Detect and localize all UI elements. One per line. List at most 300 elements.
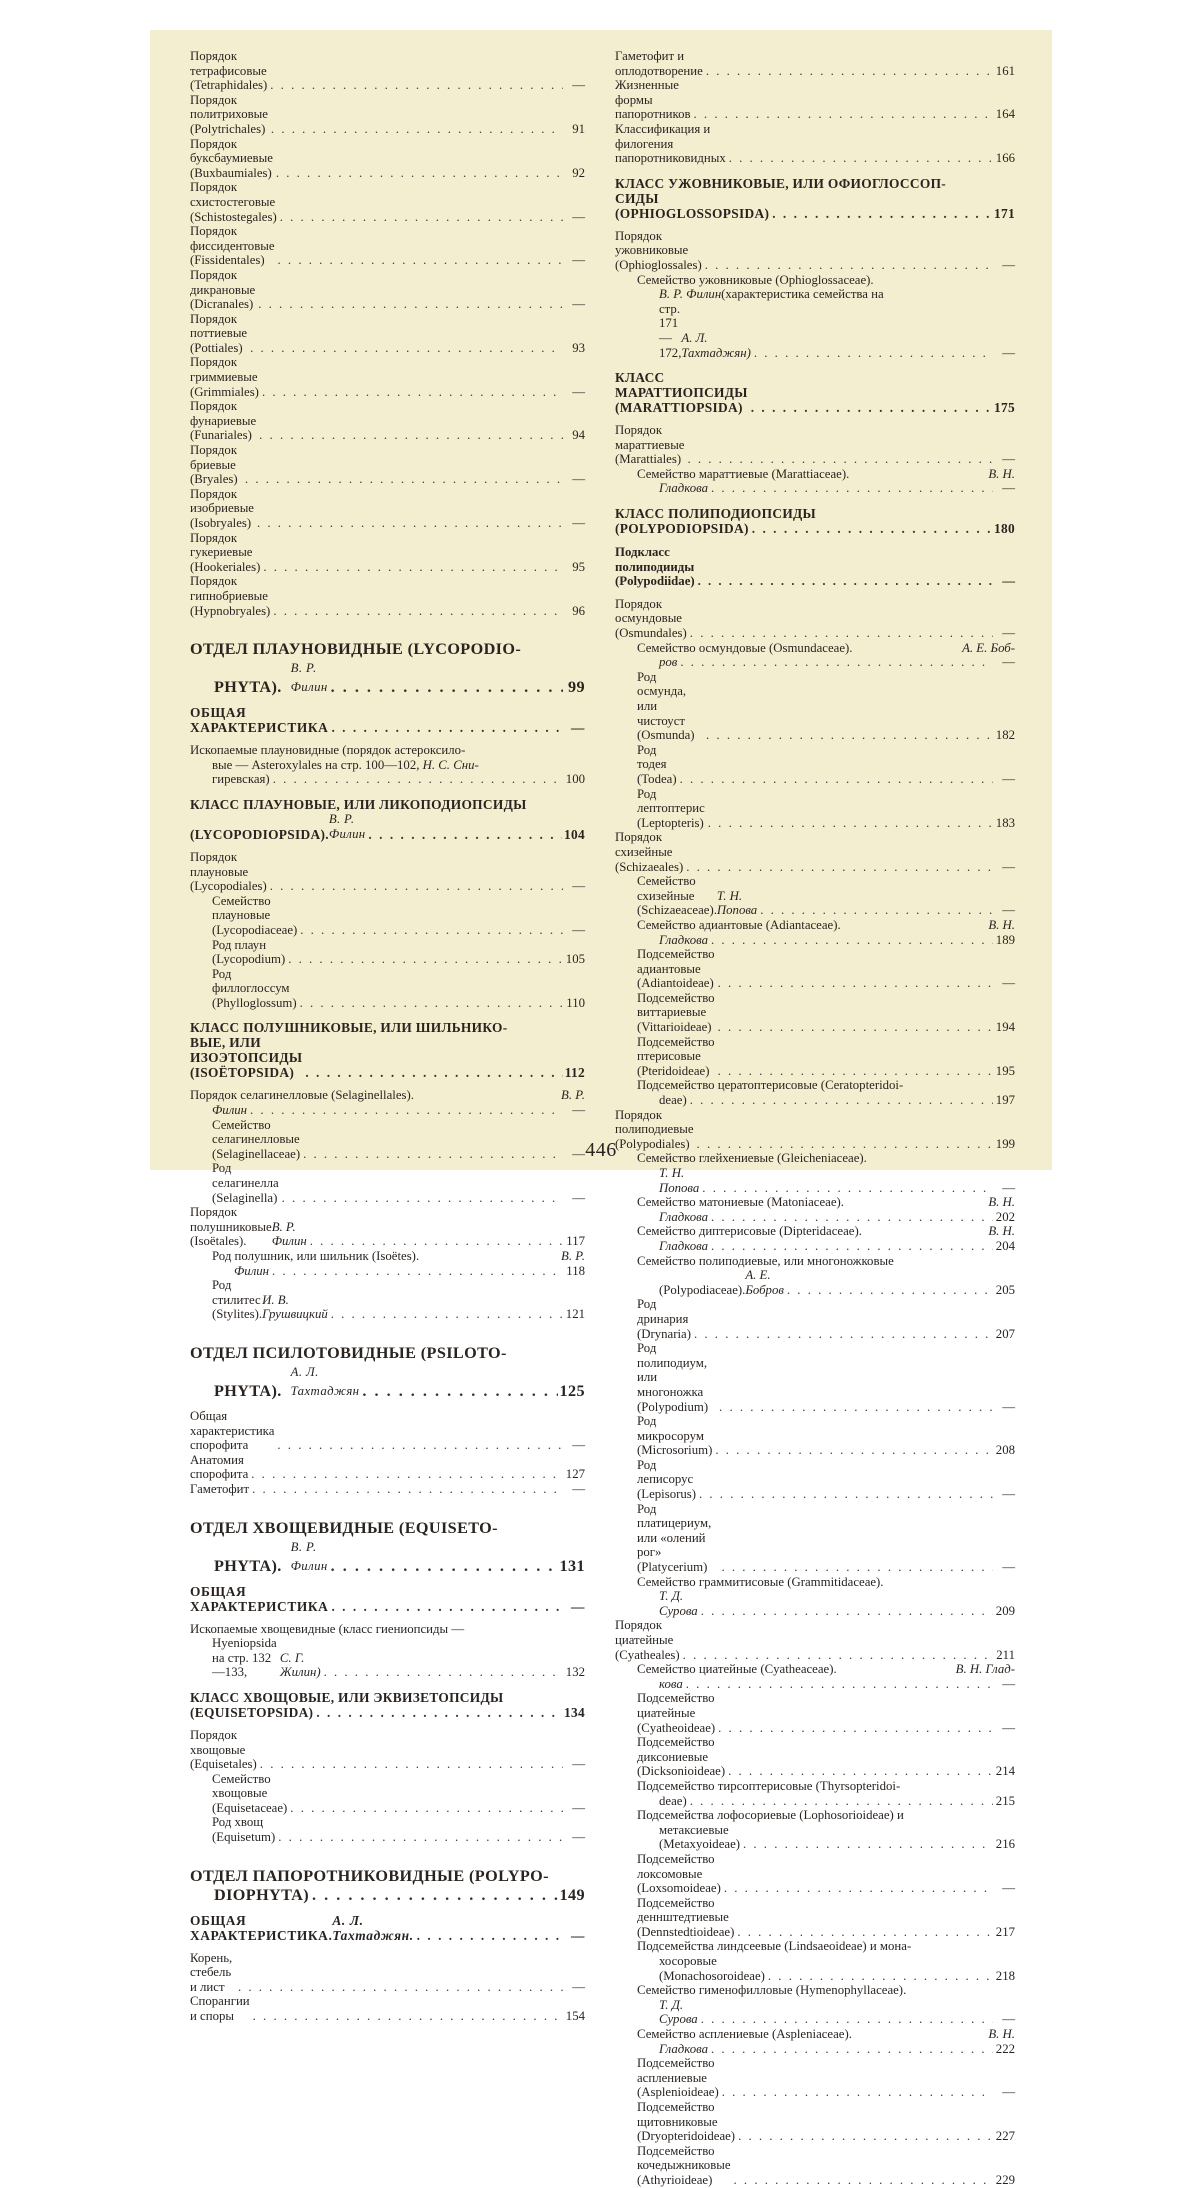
toc-title: Подсемейство виттариевые (Vittarioideae) <box>637 990 715 1035</box>
toc-title: Род дринария (Drynaria) <box>637 1297 691 1341</box>
toc-page: — <box>571 1598 585 1614</box>
toc-line <box>637 1823 1015 1852</box>
toc-author: Гладкова <box>659 1209 708 1224</box>
toc-line <box>190 355 585 399</box>
toc-entry <box>190 1409 585 1453</box>
toc-line <box>615 49 1015 78</box>
toc-author: Гладкова <box>659 932 708 947</box>
toc-entry <box>190 137 585 181</box>
toc-title: Подсемейство локсомовые (Loxsomoideae) <box>637 1851 721 1896</box>
toc-line <box>190 1886 585 1905</box>
toc-page: — <box>1002 452 1015 467</box>
toc-line <box>190 705 585 735</box>
toc-entry <box>615 1502 1015 1575</box>
toc-leader <box>302 1065 562 1080</box>
toc-entry <box>190 355 585 399</box>
toc-page: 194 <box>995 1020 1015 1035</box>
toc-page: — <box>1002 257 1015 272</box>
toc-line <box>190 1584 585 1614</box>
toc-author: В. Н. <box>988 466 1015 481</box>
toc-line <box>637 991 1015 1035</box>
toc-author: А. Л. Тахтаджян. <box>332 1912 414 1943</box>
toc-leader <box>715 1020 993 1035</box>
toc-page: — <box>1002 1881 1015 1896</box>
toc-page: 134 <box>564 1704 585 1720</box>
toc-leader <box>309 1886 557 1905</box>
toc-title: Корень, стебель и лист <box>190 1950 233 1994</box>
toc-line <box>637 918 1015 933</box>
toc-entry <box>615 641 1015 670</box>
toc-title: КЛАСС ХВОЩОВЫЕ, ИЛИ ЭКВИЗЕТОПСИДЫ <box>190 1689 504 1705</box>
toc-line <box>615 521 1015 536</box>
toc-entry <box>615 1939 1015 1983</box>
toc-title: Порядок изобриевые (Isobryales) <box>190 486 254 530</box>
toc-leader <box>757 903 993 918</box>
toc-entry <box>190 1205 585 1249</box>
toc-line <box>190 312 585 356</box>
toc-line <box>615 506 1015 521</box>
toc-title: Порядок политриховые (Polytrichales) <box>190 92 268 136</box>
toc-line <box>637 2144 1015 2188</box>
toc-leader <box>718 1560 993 1575</box>
toc-leader <box>274 1438 563 1453</box>
toc-line <box>637 481 1015 496</box>
toc-page: 110 <box>566 995 585 1010</box>
toc-page: — <box>572 297 585 312</box>
toc-line <box>637 302 1015 360</box>
toc-page: 182 <box>995 728 1015 743</box>
toc-line <box>190 93 585 137</box>
toc-leader <box>725 1764 993 1779</box>
toc-page: 149 <box>559 1885 585 1904</box>
toc-title: Гаметофит <box>190 1481 250 1496</box>
toc-author: Филин <box>234 1263 270 1278</box>
toc-leader <box>677 655 993 670</box>
toc-page: — <box>1002 481 1015 496</box>
toc-entry <box>190 312 585 356</box>
toc-page: 183 <box>995 815 1015 830</box>
toc-title: КЛАСС ПЛАУНОВЫЕ, ИЛИ ЛИКОПОДИОПСИДЫ <box>190 796 527 812</box>
toc-leader <box>698 2012 993 2027</box>
toc-leader <box>716 1400 993 1415</box>
toc-leader <box>784 1283 993 1298</box>
toc-page: — <box>1002 1180 1015 1195</box>
toc-page: 227 <box>995 2129 1015 2144</box>
toc-leader <box>719 2085 993 2100</box>
toc-author: кова <box>659 1676 683 1691</box>
toc-entry <box>615 1035 1015 1079</box>
toc-line <box>190 1344 585 1363</box>
toc-line <box>637 1589 1015 1618</box>
toc-line <box>190 180 585 224</box>
toc-line <box>637 1998 1015 2027</box>
toc-title: Род лептоптерис (Leptopteris) <box>637 786 705 830</box>
toc-author: Гладкова <box>659 2041 708 2056</box>
toc-leader <box>680 1648 993 1663</box>
toc-leader <box>702 258 993 273</box>
toc-author: Т. Н. Попова <box>659 1166 700 1195</box>
toc-entry <box>190 443 585 487</box>
toc-title: Подсемейство диксониевые (Dicksonioideae) <box>637 1735 726 1779</box>
toc-page: — <box>1002 626 1015 641</box>
toc-title-cont: (LYCOPODIOPSIDA). <box>190 826 329 842</box>
toc-line <box>212 1264 585 1279</box>
toc-leader <box>740 1837 993 1852</box>
toc-page: 117 <box>566 1234 585 1249</box>
toc-page: 222 <box>995 2041 1015 2056</box>
toc-line <box>637 1297 1015 1341</box>
toc-line <box>637 655 1015 670</box>
toc-line <box>190 268 585 312</box>
toc-entry <box>615 1575 1015 1619</box>
toc-leader <box>731 2173 993 2188</box>
toc-line <box>190 758 585 773</box>
toc-title-cont: PHYTA). <box>214 678 282 697</box>
toc-line <box>637 1691 1015 1735</box>
toc-line <box>637 467 1015 482</box>
toc-title: Подсемейство птерисовые (Pteridoideae) <box>637 1034 715 1078</box>
toc-page: 105 <box>565 952 585 967</box>
toc-title: Род хвощ (Equisetum) <box>212 1815 276 1845</box>
toc-entry <box>615 229 1015 273</box>
toc-title: Род тодея (Todea) <box>637 742 677 786</box>
toc-title: КЛАСС МАРАТТИОПСИДЫ (MARATTIOPSIDA) <box>615 370 748 416</box>
toc-entry <box>190 1994 585 2023</box>
toc-leader <box>250 2009 563 2024</box>
toc-line <box>637 1662 1015 1677</box>
toc-title: Семейство схизейные (Schizaeaceae). <box>637 874 717 918</box>
toc-page: — <box>572 1190 585 1205</box>
toc-title: Ископаемые плауновидные (порядок астероксило- <box>190 743 466 758</box>
toc-author: В. Р. Филин <box>290 1539 328 1573</box>
toc-line <box>637 1239 1015 1254</box>
toc-line <box>637 1808 1015 1823</box>
toc-entry <box>190 574 585 618</box>
toc-entry <box>615 947 1015 991</box>
toc-title: Семейство глейхениевые (Gleicheniaceae). <box>637 1151 867 1166</box>
toc-page: — <box>1002 1487 1015 1502</box>
toc-line <box>190 1951 585 1995</box>
toc-line <box>637 1195 1015 1210</box>
toc-line <box>190 1482 585 1497</box>
toc-entry <box>190 49 585 93</box>
toc-author: С. Г. Жилин) <box>279 1650 321 1680</box>
toc-title: Семейство хвощовые (Equisetaceae) <box>212 1771 288 1815</box>
toc-leader <box>687 626 993 641</box>
toc-page: — <box>572 472 585 487</box>
toc-title-cont: метаксиевые (Metaxyoideae) <box>659 1822 741 1852</box>
toc-entry <box>615 122 1015 166</box>
toc-page: — <box>1002 574 1015 589</box>
toc-entry <box>615 1779 1015 1808</box>
toc-title: Семейство циатейные (Cyatheaceae). <box>637 1662 837 1677</box>
toc-line <box>637 1852 1015 1896</box>
toc-entry <box>615 1662 1015 1691</box>
toc-leader <box>268 122 563 137</box>
toc-title-cont: PHYTA). <box>214 1556 282 1575</box>
toc-entry <box>615 918 1015 947</box>
toc-leader <box>269 1264 563 1279</box>
toc-line <box>212 1815 585 1844</box>
toc-leader <box>765 1969 993 1984</box>
toc-title: Порядок полушниковые (Isoëtales). <box>190 1205 272 1249</box>
toc-title: Порядок гриммиевые (Grimmiales) <box>190 355 259 399</box>
toc-page: — <box>572 1830 585 1845</box>
toc-page: 205 <box>995 1282 1015 1297</box>
toc-page: 95 <box>572 559 585 574</box>
toc-page: 91 <box>572 121 585 136</box>
toc-leader <box>275 1830 563 1845</box>
toc-line <box>190 443 585 487</box>
toc-line <box>615 78 1015 122</box>
toc-title: Подсемейства линдсеевые (Lindsaeoideae) и мона- <box>637 1939 912 1954</box>
toc-title: Подсемейство асплениевые (Asplenioideae) <box>637 2056 719 2100</box>
toc-page: — <box>572 1979 585 1994</box>
toc-line <box>190 1705 585 1720</box>
toc-title: ОТДЕЛ ПАПОРОТНИКОВИДНЫЕ (POLYPO- <box>190 1866 549 1885</box>
toc-line <box>190 640 585 659</box>
toc-line <box>637 1254 1015 1269</box>
toc-entry <box>615 1297 1015 1341</box>
toc-entry <box>190 487 585 531</box>
toc-author: В. Р. <box>561 1088 585 1103</box>
toc-author: А. Е. Боб- <box>962 640 1015 655</box>
toc-page: 189 <box>995 932 1015 947</box>
toc-line <box>190 1636 585 1680</box>
toc-entry <box>615 1341 1015 1414</box>
toc-leader <box>705 816 993 831</box>
toc-page: 217 <box>995 1924 1015 1939</box>
toc-title: Подсемейство тирсоптерисовые (Thyrsopteridoi- <box>637 1778 901 1793</box>
toc-title: Род селагинелла (Selaginella) <box>212 1161 279 1205</box>
toc-entry <box>190 894 585 938</box>
toc-leader <box>708 1210 993 1225</box>
toc-title: КЛАСС ПОЛИПОДИОПСИДЫ <box>615 506 817 522</box>
toc-entry <box>615 597 1015 641</box>
toc-otdel <box>190 1344 585 1401</box>
toc-title: Порядок осмундовые (Osmundales) <box>615 596 687 641</box>
toc-line <box>637 1575 1015 1590</box>
toc-line <box>190 1205 585 1249</box>
toc-line <box>615 545 1015 589</box>
toc-leader <box>715 1721 993 1736</box>
toc-page: — <box>572 1800 585 1815</box>
toc-line <box>190 797 585 812</box>
toc-entry <box>190 1088 585 1117</box>
toc-page: — <box>1002 859 1015 874</box>
toc-entry <box>190 224 585 268</box>
toc-line <box>190 1622 585 1637</box>
toc-leader <box>297 923 563 938</box>
toc-line <box>637 1166 1015 1195</box>
toc-line <box>190 1913 585 1943</box>
toc-leader <box>277 210 563 225</box>
toc-page: 94 <box>572 428 585 443</box>
toc-page: 216 <box>995 1837 1015 1852</box>
toc-klass <box>190 797 585 842</box>
toc-obsh <box>190 1913 585 1943</box>
toc-line <box>190 1994 585 2023</box>
toc-leader <box>677 772 993 787</box>
toc-line <box>637 1210 1015 1225</box>
toc-author: В. Р. Филин <box>290 661 328 695</box>
toc-author: В. Н. <box>988 917 1015 932</box>
toc-line <box>190 659 585 697</box>
toc-entry <box>615 1896 1015 1940</box>
toc-line <box>190 1728 585 1772</box>
toc-page: — <box>1002 1676 1015 1691</box>
toc-page: 93 <box>572 340 585 355</box>
toc-title: Подсемейства лофосориевые (Lophosorioideae) и <box>637 1808 904 1823</box>
toc-leader <box>359 1382 557 1401</box>
toc-page: 154 <box>565 2009 585 2024</box>
toc-title: Классификация и филогения папоротниковидных <box>615 121 726 166</box>
toc-line <box>637 641 1015 656</box>
toc-line <box>190 224 585 268</box>
toc-author: В. Р. Филин <box>328 811 366 841</box>
toc-line <box>637 273 1015 288</box>
toc-page: 207 <box>995 1326 1015 1341</box>
toc-page: 202 <box>995 1209 1015 1224</box>
toc-title: КЛАСС ПОЛУШНИКОВЫЕ, ИЛИ ШИЛЬНИКО- <box>190 1020 508 1036</box>
toc-page: — <box>572 253 585 268</box>
toc-title: ОБЩАЯ ХАРАКТЕРИСТИКА. <box>190 1912 333 1943</box>
toc-line <box>190 1519 585 1538</box>
toc-klass <box>190 1020 585 1080</box>
toc-page: — <box>572 1103 585 1118</box>
toc-entry <box>190 1482 585 1497</box>
toc-title: Подсемейство щитовниковые (Dryopteridoideae) <box>637 2100 736 2144</box>
toc-title: Порядок схизейные (Schizaeales) <box>615 830 684 874</box>
toc-title: Род полиподиум, или многоножка (Polypodium) <box>637 1341 709 1414</box>
toc-line <box>212 938 585 967</box>
toc-page: 132 <box>565 1665 585 1680</box>
toc-leader <box>712 1443 993 1458</box>
toc-page: 195 <box>995 1063 1015 1078</box>
toc-author: А. Л. Тахтаджян) <box>681 330 751 360</box>
toc-leader <box>321 1665 563 1680</box>
toc-klass <box>615 370 1015 415</box>
toc-page: — <box>572 1757 585 1772</box>
toc-entry <box>615 670 1015 743</box>
toc-line <box>637 1896 1015 1940</box>
toc-leader <box>691 107 993 122</box>
toc-page: 92 <box>572 165 585 180</box>
toc-line <box>637 1735 1015 1779</box>
toc-line <box>637 1268 1015 1297</box>
toc-leader <box>249 1482 563 1497</box>
toc-entry <box>615 273 1015 361</box>
toc-page: 100 <box>565 772 585 787</box>
toc-line <box>212 1278 585 1322</box>
toc-line <box>190 531 585 575</box>
toc-title: Порядок циатейные (Cyatheales) <box>615 1618 680 1662</box>
toc-line <box>615 597 1015 641</box>
toc-line <box>637 2042 1015 2057</box>
toc-line <box>637 743 1015 787</box>
toc-line <box>637 1093 1015 1108</box>
toc-entry <box>190 1815 585 1844</box>
toc-title: Порядок дикрановые (Dicranales) <box>190 267 256 312</box>
toc-leader <box>708 481 993 496</box>
toc-leader <box>255 297 563 312</box>
toc-title-cont: гиревская) <box>212 772 270 787</box>
toc-page: 161 <box>995 63 1015 78</box>
toc-leader <box>247 341 563 356</box>
toc-entry <box>615 78 1015 122</box>
toc-page: 104 <box>564 826 585 842</box>
toc-leader <box>365 827 562 842</box>
toc-leader <box>687 1093 993 1108</box>
toc-line <box>190 399 585 443</box>
toc-line <box>637 1458 1015 1502</box>
toc-klass <box>190 1690 585 1720</box>
toc-entry <box>615 423 1015 467</box>
toc-page: — <box>1002 345 1015 360</box>
toc-title: Род стилитес (Stylites). <box>212 1278 263 1322</box>
toc-title: Семейство асплениевые (Aspleniaceae). <box>637 2027 852 2042</box>
toc-author: ров <box>659 655 678 670</box>
toc-leader <box>275 253 563 268</box>
toc-leader <box>260 560 563 575</box>
toc-entry <box>615 2144 1015 2188</box>
toc-line <box>190 137 585 181</box>
toc-line <box>615 423 1015 467</box>
toc-page: 218 <box>995 1968 1015 1983</box>
toc-line <box>190 487 585 531</box>
toc-line <box>190 1690 585 1705</box>
toc-page: — <box>1002 1720 1015 1735</box>
toc-line <box>615 1618 1015 1662</box>
toc-entry <box>190 1951 585 1995</box>
toc-entry <box>615 1224 1015 1253</box>
toc-title: Порядок тетрафисовые (Tetraphidales) <box>190 49 268 93</box>
toc-page: 166 <box>995 151 1015 166</box>
toc-title-cont: (EQUISETOPSIDA) <box>190 1704 314 1720</box>
toc-title: Семейство адиантовые (Adiantaceae). <box>637 917 841 932</box>
toc-leader <box>726 151 993 166</box>
toc-line <box>637 933 1015 948</box>
toc-line <box>637 670 1015 743</box>
toc-line <box>637 2056 1015 2100</box>
toc-leader <box>235 1980 563 1995</box>
toc-line <box>637 1078 1015 1093</box>
toc-title: Род полушник, или шильник (Isoëtes). <box>212 1249 420 1263</box>
toc-entry <box>615 1691 1015 1735</box>
toc-line <box>637 1035 1015 1079</box>
toc-page: 125 <box>559 1381 585 1400</box>
toc-leader <box>328 720 563 735</box>
toc-leader <box>684 452 993 467</box>
toc-title-cont: (характеристика семейства на <box>721 287 884 302</box>
toc-leader <box>270 772 563 787</box>
toc-leader <box>699 1181 993 1196</box>
toc-page: — <box>571 720 585 736</box>
toc-leader <box>696 1487 993 1502</box>
toc-entry <box>190 531 585 575</box>
toc-otdel <box>190 1867 585 1905</box>
toc-leader <box>307 1234 563 1249</box>
toc-leader <box>708 933 993 948</box>
toc-page: — <box>1002 976 1015 991</box>
toc-line <box>637 1779 1015 1794</box>
toc-leader <box>683 860 993 875</box>
toc-leader <box>254 516 563 531</box>
toc-author: В. Н. <box>988 2027 1015 2042</box>
toc-leader <box>248 1467 563 1482</box>
toc-leader <box>751 346 993 361</box>
toc-leader <box>748 400 992 415</box>
